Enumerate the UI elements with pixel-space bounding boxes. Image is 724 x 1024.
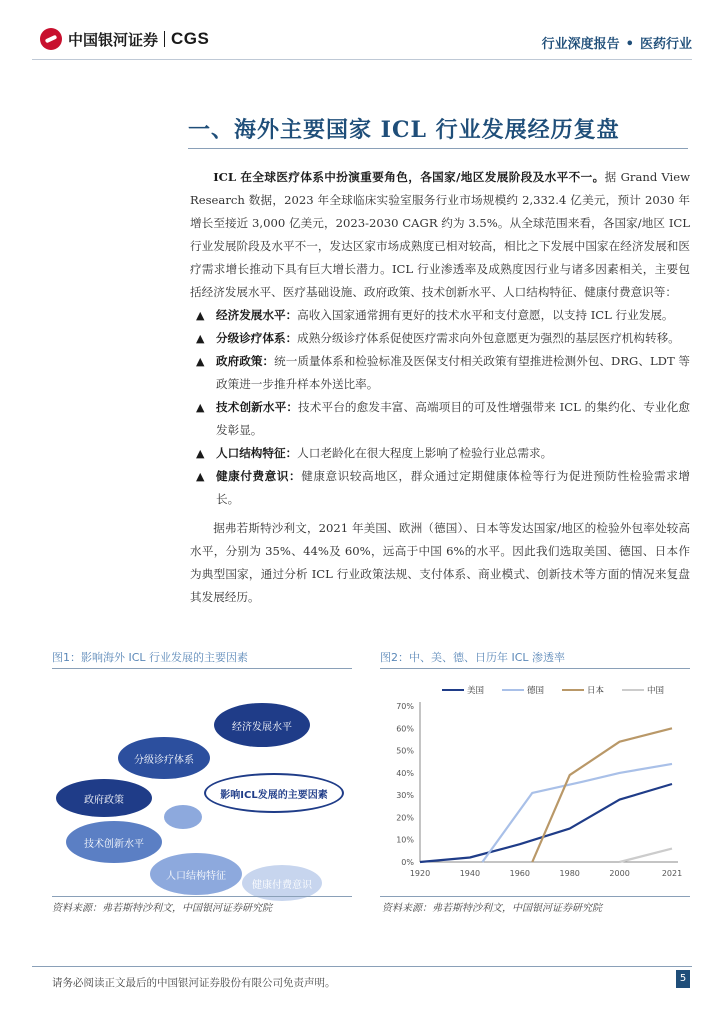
logo-divider <box>164 31 165 47</box>
legend-label: 美国 <box>467 686 485 696</box>
bullet-triangle-icon: ▲ <box>196 332 205 345</box>
section-title-underline <box>188 148 688 149</box>
figure-1-source: 资料来源：弗若斯特沙利文，中国银河证券研究院 <box>52 903 272 914</box>
intro-lead: ICL 在全球医疗体系中扮演重要角色，各国家/地区发展阶段及水平不一。 <box>213 170 605 184</box>
page-header <box>0 0 724 62</box>
bubble-tiered-care: 分级诊疗体系 <box>118 737 210 779</box>
header-separator: • <box>625 37 634 52</box>
bullet-label: 人口结构特征： <box>216 446 298 460</box>
bullet-economy <box>190 304 690 327</box>
footer-disclaimer: 请务必阅读正文最后的中国银河证券股份有限公司免责声明。 <box>52 977 336 989</box>
bubble-decoration <box>164 805 202 829</box>
figure-2-source: 资料来源：弗若斯特沙利文，中国银河证券研究院 <box>382 903 602 914</box>
logo-chinese-name: 中国银河证券 <box>68 30 159 49</box>
bullet-text: 高收入国家通常拥有更好的技术水平和支付意愿，以支持 ICL 行业发展。 <box>297 308 674 322</box>
intro-text: 据 Grand View Research 数据，2023 年全球临床实验室服务行业市场规模约 2,332.4 亿美元，预计 2030 年增长至接近 3,000 亿美元，2023-2030 CAGR 约为 3.5%。从全球范围来看，各国家/地区 ICL 行业发展阶段及水平不一，发达区家市场成熟度已相对较高，相比之下发展中国家在经济发展和医疗需求增长推动下具有巨大增长潜力。ICL 行业渗透率及成熟度因行业与诸多因素相关，主要包括经济发展水平、医疗基础设施、政府政策、技术创新水平、人口结构特征、健康付费意识等： <box>190 170 690 299</box>
bubble-innovation: 技术创新水平 <box>66 821 162 863</box>
series-line-日本 <box>532 728 672 862</box>
bullet-label: 政府政策： <box>216 354 275 368</box>
x-tick-label: 2021 <box>661 869 683 878</box>
bubble-policy: 政府政策 <box>56 779 152 817</box>
bullet-label: 健康付费意识： <box>216 469 302 483</box>
bullet-health-awareness <box>190 465 690 511</box>
y-tick-label: 60% <box>396 724 414 734</box>
x-tick-label: 2000 <box>609 869 630 878</box>
x-tick-label: 1980 <box>559 869 580 878</box>
figure-2-title: 图2：中、美、德、日历年 ICL 渗透率 <box>380 648 690 669</box>
x-tick-label: 1960 <box>509 869 530 878</box>
figure-2 <box>380 648 690 669</box>
icl-penetration-chart <box>380 680 690 880</box>
bullet-label: 分级诊疗体系： <box>216 331 298 345</box>
y-tick-label: 50% <box>396 746 414 756</box>
figure-1 <box>52 648 352 894</box>
intro-paragraph <box>190 166 690 304</box>
bullet-triangle-icon: ▲ <box>196 309 205 322</box>
bullet-label: 技术创新水平： <box>216 400 299 414</box>
bubble-economy: 经济发展水平 <box>214 703 310 747</box>
bubble-center: 影响ICL发展的主要因素 <box>204 773 344 813</box>
bullet-triangle-icon: ▲ <box>196 401 205 414</box>
industry-name: 医药行业 <box>639 37 692 52</box>
bullet-text: 成熟分级诊疗体系促使医疗需求向外包意愿更为强烈的基层医疗机构转移。 <box>297 331 680 345</box>
legend-label: 中国 <box>647 686 665 696</box>
series-line-美国 <box>420 784 672 862</box>
bullet-demographics <box>190 442 690 465</box>
bullet-policy <box>190 350 690 396</box>
bullet-triangle-icon: ▲ <box>196 470 205 483</box>
y-tick-label: 20% <box>396 813 414 823</box>
bullet-text: 技术平台的愈发丰富、高端项目的可及性增强带来 ICL 的集约化、专业化愈发彰显。 <box>216 400 690 437</box>
bullet-triangle-icon: ▲ <box>196 355 205 368</box>
y-tick-label: 30% <box>396 791 414 801</box>
bullet-text: 健康意识较高地区，群众通过定期健康体检等行为促进预防性检验需求增长。 <box>216 469 690 506</box>
closing-paragraph: 据弗若斯特沙利文，2021 年美国、欧洲（德国）、日本等发达国家/地区的检验外包率处较高水平，分别为 35%、44%及 60%，远高于中国 6%的水平。因此我们选取美国、德国、日本作为典型国家，通过分析 ICL 行业政策法规、支付体系、商业模式、创新技术等方面的情况来复盘其发展经历。 <box>190 521 690 604</box>
figure-1-bubbles <box>52 669 352 894</box>
bubble-health-awareness: 健康付费意识 <box>242 865 322 901</box>
y-tick-label: 40% <box>396 768 414 778</box>
bullet-innovation <box>190 396 690 442</box>
body-text <box>190 166 690 609</box>
y-tick-label: 10% <box>396 835 414 845</box>
bullet-label: 经济发展水平： <box>216 308 298 322</box>
report-type: 行业深度报告 <box>541 37 620 52</box>
section-title: 一、海外主要国家 ICL 行业发展经历复盘 <box>188 117 620 143</box>
figure-1-source-divider <box>52 896 352 897</box>
bullet-tiered-care <box>190 327 690 350</box>
bubble-demographics: 人口结构特征 <box>150 853 242 895</box>
footer-divider <box>32 966 692 967</box>
figure-2-source-divider <box>380 896 690 897</box>
bullet-text: 人口老龄化在很大程度上影响了检验行业总需求。 <box>297 446 553 460</box>
logo-mark-icon <box>40 28 62 50</box>
legend-label: 日本 <box>587 686 605 696</box>
bullet-text: 统一质量体系和检验标准及医保支付相关政策有望推进检测外包、DRG、LDT 等政策进一步推升样本外送比率。 <box>216 354 690 391</box>
series-line-中国 <box>620 849 672 862</box>
figure-1-title: 图1：影响海外 ICL 行业发展的主要因素 <box>52 648 352 669</box>
logo-english-name: CGS <box>171 29 210 48</box>
bullet-triangle-icon: ▲ <box>196 447 205 460</box>
x-tick-label: 1920 <box>409 869 431 878</box>
report-category <box>542 33 692 52</box>
company-logo <box>40 28 209 50</box>
y-tick-label: 0% <box>401 858 414 867</box>
page-number: 5 <box>676 970 690 988</box>
x-tick-label: 1940 <box>459 869 481 878</box>
legend-label: 德国 <box>527 686 545 696</box>
header-divider <box>32 59 692 60</box>
y-tick-label: 70% <box>396 702 414 711</box>
